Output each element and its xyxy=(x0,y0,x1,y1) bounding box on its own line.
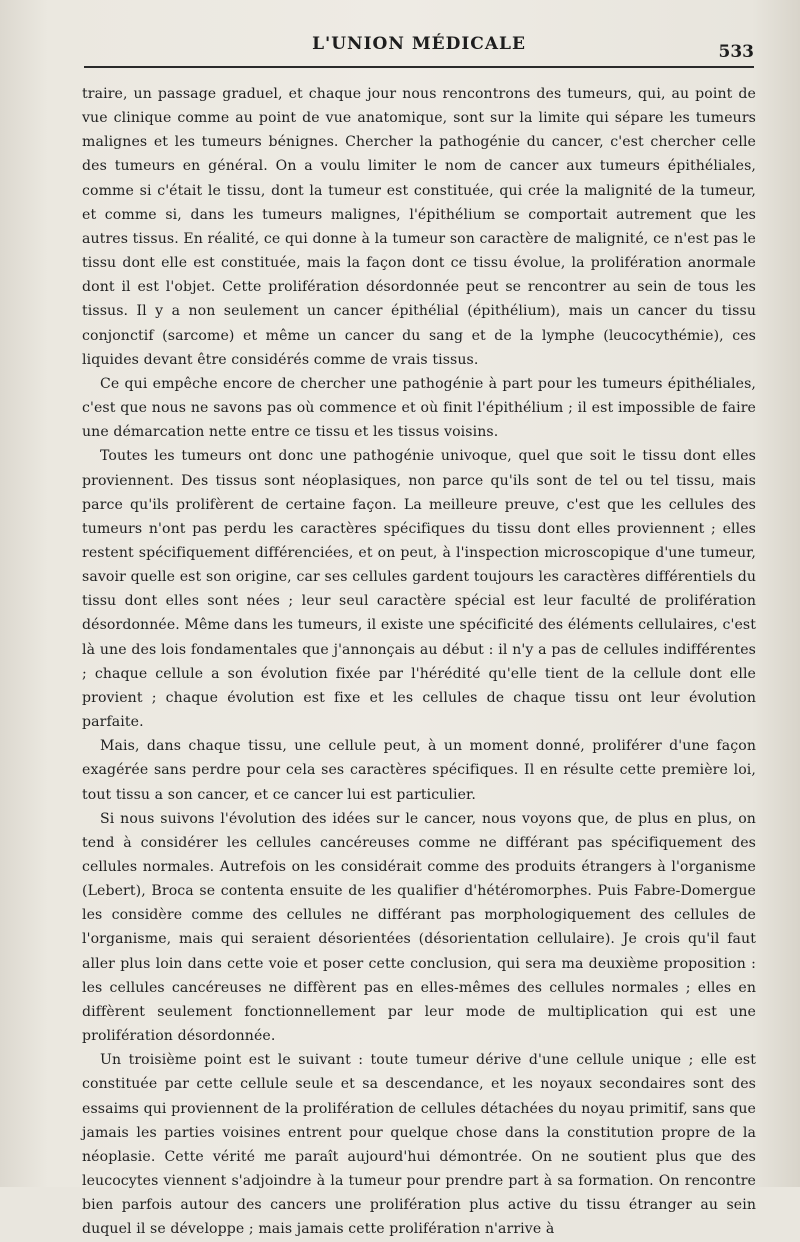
article-body xyxy=(82,82,756,1242)
header-rule xyxy=(84,66,754,68)
paragraph: traire, un passage graduel, et chaque jour nous rencontrons des tumeurs, qui, au point de vue clinique comme au point de vue anatomique, sont sur la limite qui sépare les tumeurs malignes et les tumeurs bénignes. Chercher la pathogénie du cancer, c'est chercher celle des tumeurs en général. On a voulu limiter le nom de cancer aux tumeurs épithéliales, comme si c'était le tissu, dont la tumeur est constituée, qui crée la malignité de la tumeur, et comme si, dans les tumeurs malignes, l'épithélium se comportait autrement que les autres tissus. En réalité, ce qui donne à la tumeur son caractère de malignité, ce n'est pas le tissu dont elle est constituée, mais la façon dont ce tissu évolue, la prolifération anormale dont il est l'objet. Cette prolifération désordonnée peut se rencontrer au sein de tous les tissus. Il y a non seulement un cancer épithélial (épithélium), mais un cancer du tissu conjonctif (sarcome) et même un cancer du sang et de la lymphe (leucocythémie), ces liquides devant être considérés comme de vrais tissus. xyxy=(82,86,756,368)
journal-title: L'UNION MÉDICALE xyxy=(312,34,526,54)
running-header xyxy=(84,34,754,66)
paragraph: Si nous suivons l'évolution des idées sur le cancer, nous voyons que, de plus en plus, on tend à considérer les cellules cancéreuses comme ne différant pas spécifiquement des cellules normales. Autrefois on les considérait comme des produits étrangers à l'organisme (Lebert), Broca se contenta ensuite de les qualifier d'hétéromorphes. Puis Fabre-Domergue les considère comme des cellules ne différant pas morphologiquement des cellules de l'organisme, mais qui seraient désorientées (désorientation cellulaire). Je crois qu'il faut aller plus loin dans cette voie et poser cette conclusion, qui sera ma deuxième proposition : les cellules cancéreuses ne diffèrent pas en elles-mêmes des cellules normales ; elles en diffèrent seulement fonctionnellement par leur mode de multiplication qui est une prolifération désordonnée. xyxy=(82,810,756,1045)
page-number: 533 xyxy=(718,42,754,62)
paragraph: Toutes les tumeurs ont donc une pathogénie univoque, quel que soit le tissu dont elles proviennent. Des tissus sont néoplasiques, non parce qu'ils sont de tel ou tel tissu, mais parce qu'ils prolifèrent de certaine façon. La meilleure preuve, c'est que les cellules des tumeurs n'ont pas perdu les caractères spécifiques du tissu dont elles proviennent ; elles restent spécifiquement différenciées, et on peut, à l'inspection microscopique d'une tumeur, savoir quelle est son origine, car ses cellules gardent toujours les caractères différentiels du tissu dont elles sont nées ; leur seul caractère spécial est leur faculté de prolifération désordonnée. Même dans les tumeurs, il existe une spécificité des éléments cellulaires, c'est là une des lois fondamentales que j'annonçais au début : il n'y a pas de cellules indifférentes ; chaque cellule a son évolution fixée par l'hérédité qu'elle tient de la cellule dont elle provient ; chaque évolution est fixe et les cellules de chaque tissu ont leur évolution parfaite. xyxy=(82,448,756,731)
paragraph: Ce qui empêche encore de chercher une pathogénie à part pour les tumeurs épithéliales, c'est que nous ne savons pas où commence et où finit l'épithélium ; il est impossible de faire une démarcation nette entre ce tissu et les tissus voisins. xyxy=(82,375,756,441)
paragraph: Un troisième point est le suivant : toute tumeur dérive d'une cellule unique ; elle est constituée par cette cellule seule et sa descendance, et les noyaux secondaires sont des essaims qui proviennent de la prolifération de cellules détachées du noyau primitif, sans que jamais les parties voisines entrent pour quelque chose dans la constitution propre de la néoplasie. Cette vérité me paraît aujourd'hui démontrée. On ne soutient plus que des leucocytes viennent s'adjoindre à la tumeur pour prendre part à sa formation. On rencontre bien parfois autour des cancers une prolifération plus active du tissu étranger au sein duquel il se développe ; mais jamais cette prolifération n'arrive à xyxy=(82,1052,756,1238)
paragraph: Mais, dans chaque tissu, une cellule peut, à un moment donné, proliférer d'une façon exagérée sans perdre pour cela ses caractères spécifiques. Il en résulte cette première loi, tout tissu a son cancer, et ce cancer lui est particulier. xyxy=(82,738,756,803)
